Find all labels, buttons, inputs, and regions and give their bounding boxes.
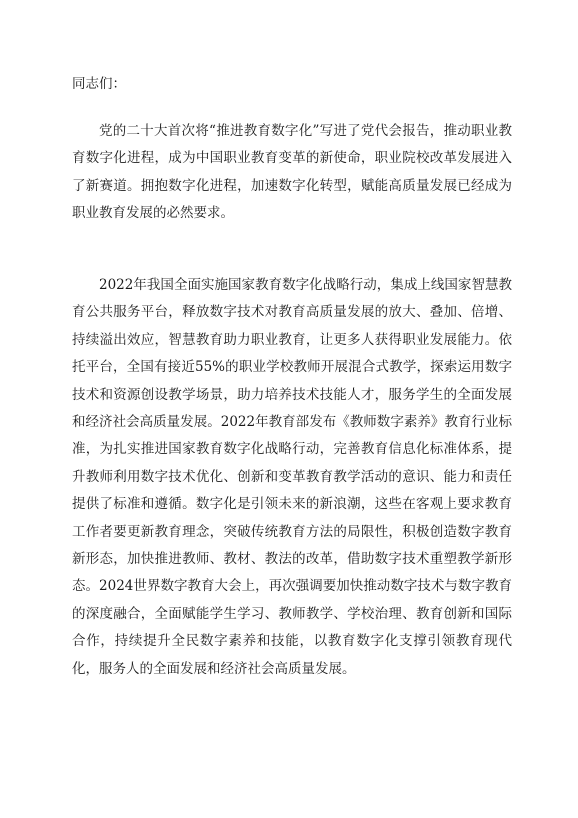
paragraph-2: 2022年我国全面实施国家教育数字化战略行动，集成上线国家智慧教育公共服务平台，释放数字技术对教育高质量发展的放大、叠加、倍增、持续溢出效应，智慧教育助力职业教育，让更多人获得职业发展能力。依托平台，全国有接近55%的职业学校教师开展混合式教学，探索运用数字技术和资源创设教学场景，助力培养技术技能人才，服务学生的全面发展和经济社会高质量发展。2022年教育部发布《教师数字素养》教育行业标准，为扎实推进国家教育数字化战略行动，完善教育信息化标准体系，提升教师利用数字技术优化、创新和变革教育教学活动的意识、能力和责任提供了标准和遵循。数字化是引领未来的新浪潮，这些在客观上要求教育工作者要更新教育理念，突破传统教育方法的局限性，积极创造数字教育新形态，加快推进教师、教材、教法的改革，借助数字技术重塑教学新形态。2024世界数字教育大会上，再次强调要加快推动数字技术与数字教育的深度融合，全面赋能学生学习、教师教学、学校治理、教育创新和国际合作，持续提升全民数字素养和技能，以教育数字化支撑引领教育现代化，服务人的全面发展和经济社会高质量发展。	[72, 277, 512, 677]
paragraph-1: 党的二十大首次将“推进教育数字化”写进了党代会报告，推动职业教育数字化进程，成为中国职业教育变革的新使命，职业院校改革发展进入了新赛道。拥抱数字化进程，加速数字化转型，赋能高质量发展已经成为职业教育发展的必然要求。	[72, 123, 512, 222]
greeting: 同志们：	[72, 76, 126, 92]
